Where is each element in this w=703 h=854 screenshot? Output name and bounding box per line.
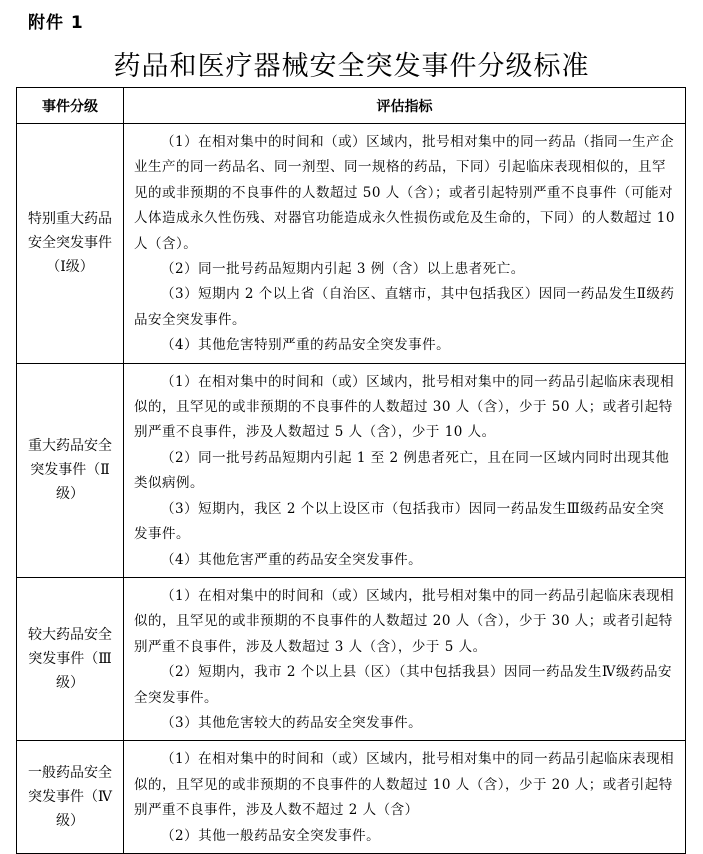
table-row (17, 741, 686, 854)
criteria-item: （3）短期内，我区 2 个以上设区市（包括我市）因同一药品发生Ⅲ级药品安全突发事件。 (134, 500, 665, 543)
table-row (17, 577, 686, 740)
table-row (17, 363, 686, 577)
level-cell: 一般药品安全突发事件（Ⅳ级） (17, 741, 124, 854)
criteria-item: （1）在相对集中的时间和（或）区域内，批号相对集中的同一药品引起临床表现相似的，且罕见的或非预期的不良事件的人数超过 30 人（含），少于 50 人；或者引起特别严重不良事件，涉及人数超过 5 人（含），少于 10 人。 (134, 373, 675, 441)
criteria-cell (124, 741, 686, 854)
criteria-item: （2）短期内，我市 2 个以上县（区）（其中包括我县）因同一药品发生Ⅳ级药品安全突发事件。 (134, 664, 672, 706)
level-cell: 特别重大药品安全突发事件（Ⅰ级） (17, 124, 124, 364)
level-cell: 重大药品安全突发事件（Ⅱ级） (17, 363, 124, 577)
table-row (17, 124, 686, 364)
criteria-item: （1）在相对集中的时间和（或）区域内，批号相对集中的同一药品引起临床表现相似的，且罕见的或非预期的不良事件的人数超过 20 人（含），少于 30 人；或者引起特别严重不良事件，涉及人数超过 3 人（含），少于 5 人。 (134, 587, 675, 655)
attachment-label: 附件 1 (28, 13, 84, 33)
table-header-row (17, 88, 686, 124)
criteria-cell (124, 363, 686, 577)
criteria-cell (124, 124, 686, 364)
criteria-cell (124, 577, 686, 740)
page-title: 药品和医疗器械安全突发事件分级标准 (113, 51, 590, 82)
criteria-item: （1）在相对集中的时间和（或）区域内，批号相对集中的同一药品引起临床表现相似的，且罕见的或非预期的不良事件的人数超过 10 人（含），少于 20 人；或者引起特别严重不良事件，涉及人数不超过 2 人（含） (134, 751, 675, 819)
level-cell: 较大药品安全突发事件（Ⅲ级） (17, 577, 124, 740)
criteria-item: （3）其他危害较大的药品安全突发事件。 (161, 714, 423, 731)
header-level: 事件分级 (17, 88, 124, 124)
criteria-item: （3）短期内 2 个以上省（自治区、直辖市，其中包括我区）因同一药品发生Ⅱ级药品安全突发事件。 (134, 286, 675, 328)
grading-table (16, 87, 686, 854)
criteria-item: （1）在相对集中的时间和（或）区域内，批号相对集中的同一药品（指同一生产企业生产的同一药品名、同一剂型、同一规格的药品，下同）引起临床表现相似的，且罕见的或非预期的不良事件的人数超过 50 人（含）；或者引起特别严重不良事件（可能对人体造成永久性伤残、对器官功能造成永久性损伤或危及生命的，下同）的人数超过 10 人（含）。 (134, 134, 675, 252)
header-criteria: 评估指标 (124, 88, 686, 124)
criteria-item: （2）同一批号药品短期内引起 3 例（含）以上患者死亡。 (161, 261, 525, 278)
criteria-item: （4）其他危害严重的药品安全突发事件。 (161, 551, 423, 568)
criteria-item: （4）其他危害特别严重的药品安全突发事件。 (161, 337, 451, 354)
criteria-item: （2）同一批号药品短期内引起 1 至 2 例患者死亡，且在同一区域内同时出现其他类似病例。 (134, 449, 670, 492)
criteria-item: （2）其他一般药品安全突发事件。 (161, 827, 381, 844)
